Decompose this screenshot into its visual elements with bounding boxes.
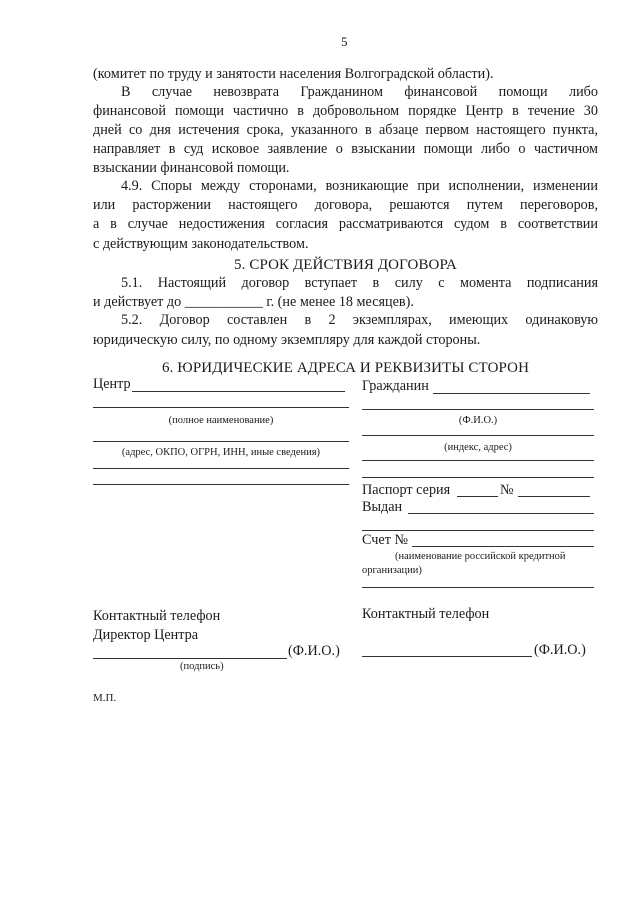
center-label: Центр (93, 376, 131, 392)
para-4-8-line-4: направляет в суд исковое заявление о взыскании помощи либо о частичном (93, 141, 598, 157)
section-6-heading: 6. ЮРИДИЧЕСКИЕ АДРЕСА И РЕКВИЗИТЫ СТОРОН (162, 360, 529, 376)
issued-by-line (408, 513, 594, 514)
passport-number-line (518, 496, 590, 497)
bank-name-line (362, 587, 594, 588)
passport-series-label: Паспорт серия (362, 482, 451, 498)
para-4-9-line-4: с действующим законодательством. (93, 236, 309, 252)
caption-full-name: (полное наименование) (168, 415, 274, 426)
caption-address: (адрес, ОКПО, ОГРН, ИНН, иные сведения) (121, 447, 321, 458)
page-number: 5 (341, 34, 348, 49)
para-4-8-line-5: взыскании финансовой помощи. (93, 160, 290, 176)
center-name-line-2 (93, 407, 349, 408)
section-5-p1-line-2: и действует до ___________ г. (не менее 18 месяцев). (93, 294, 414, 310)
section-5-p2-line-1: 5.2. Договор составлен в 2 экземплярах, имеющих одинаковую (121, 312, 598, 328)
section-5-heading: 5. СРОК ДЕЙСТВИЯ ДОГОВОРА (234, 257, 457, 273)
para-4-8-line-1: В случае невозврата Гражданином финансовой помощи либо (121, 84, 598, 100)
citizen-name-line-2 (362, 409, 594, 410)
para-4-8-line-3: дней со дня истечения срока, указанного в абзаце первом настоящего пункта, (93, 122, 598, 138)
director-signature-line (93, 658, 287, 659)
citizen-address-line-2 (362, 460, 594, 461)
citizen-name-line (433, 393, 590, 394)
para-4-9-line-1: 4.9. Споры между сторонами, возникающие при исполнении, изменении (121, 178, 598, 194)
center-address-line-1 (93, 441, 349, 442)
citizen-fio: (Ф.И.О.) (534, 642, 586, 658)
citizen-signature-line (362, 656, 532, 657)
caption-signature: (подпись) (180, 661, 224, 672)
section-5-p2-line-2: юридическую силу, по одному экземпляру для каждой стороны. (93, 332, 481, 348)
issued-by-label: Выдан (362, 499, 403, 515)
director-fio: (Ф.И.О.) (288, 643, 340, 659)
center-contact-phone: Контактный телефон (93, 608, 221, 624)
para-4-8-line-2: финансовой помощи частично в добровольном порядке Центр в течение 30 (93, 103, 598, 119)
citizen-address-line-1 (362, 435, 594, 436)
caption-index-address: (индекс, адрес) (444, 442, 512, 453)
account-number-label: Счет № (362, 532, 408, 548)
caption-fio: (Ф.И.О.) (458, 415, 498, 426)
account-number-line (412, 546, 594, 547)
director-label: Директор Центра (93, 627, 199, 643)
para-4-9-line-3: а в случае недостижения согласия рассматриваются судом в соответствии (93, 216, 598, 232)
section-5-p1-line-1: 5.1. Настоящий договор вступает в силу с момента подписания (121, 275, 598, 291)
center-name-line (132, 391, 345, 392)
passport-number-sign: № (500, 482, 514, 498)
caption-bank-line-1: (наименование российской кредитной (395, 551, 566, 562)
passport-series-line (457, 496, 498, 497)
center-address-line-3 (93, 484, 349, 485)
para-4-8-line-0: (комитет по труду и занятости населения Волгоградской области). (93, 66, 494, 82)
center-address-line-2 (93, 468, 349, 469)
caption-bank-line-2: организации) (362, 565, 422, 576)
para-4-9-line-2: или расторжении настоящего договора, решаются путем переговоров, (93, 197, 598, 213)
citizen-label: Гражданин (362, 378, 429, 394)
stamp-place: М.П. (93, 692, 117, 704)
citizen-address-line-3 (362, 477, 594, 478)
citizen-contact-phone: Контактный телефон (362, 606, 490, 622)
